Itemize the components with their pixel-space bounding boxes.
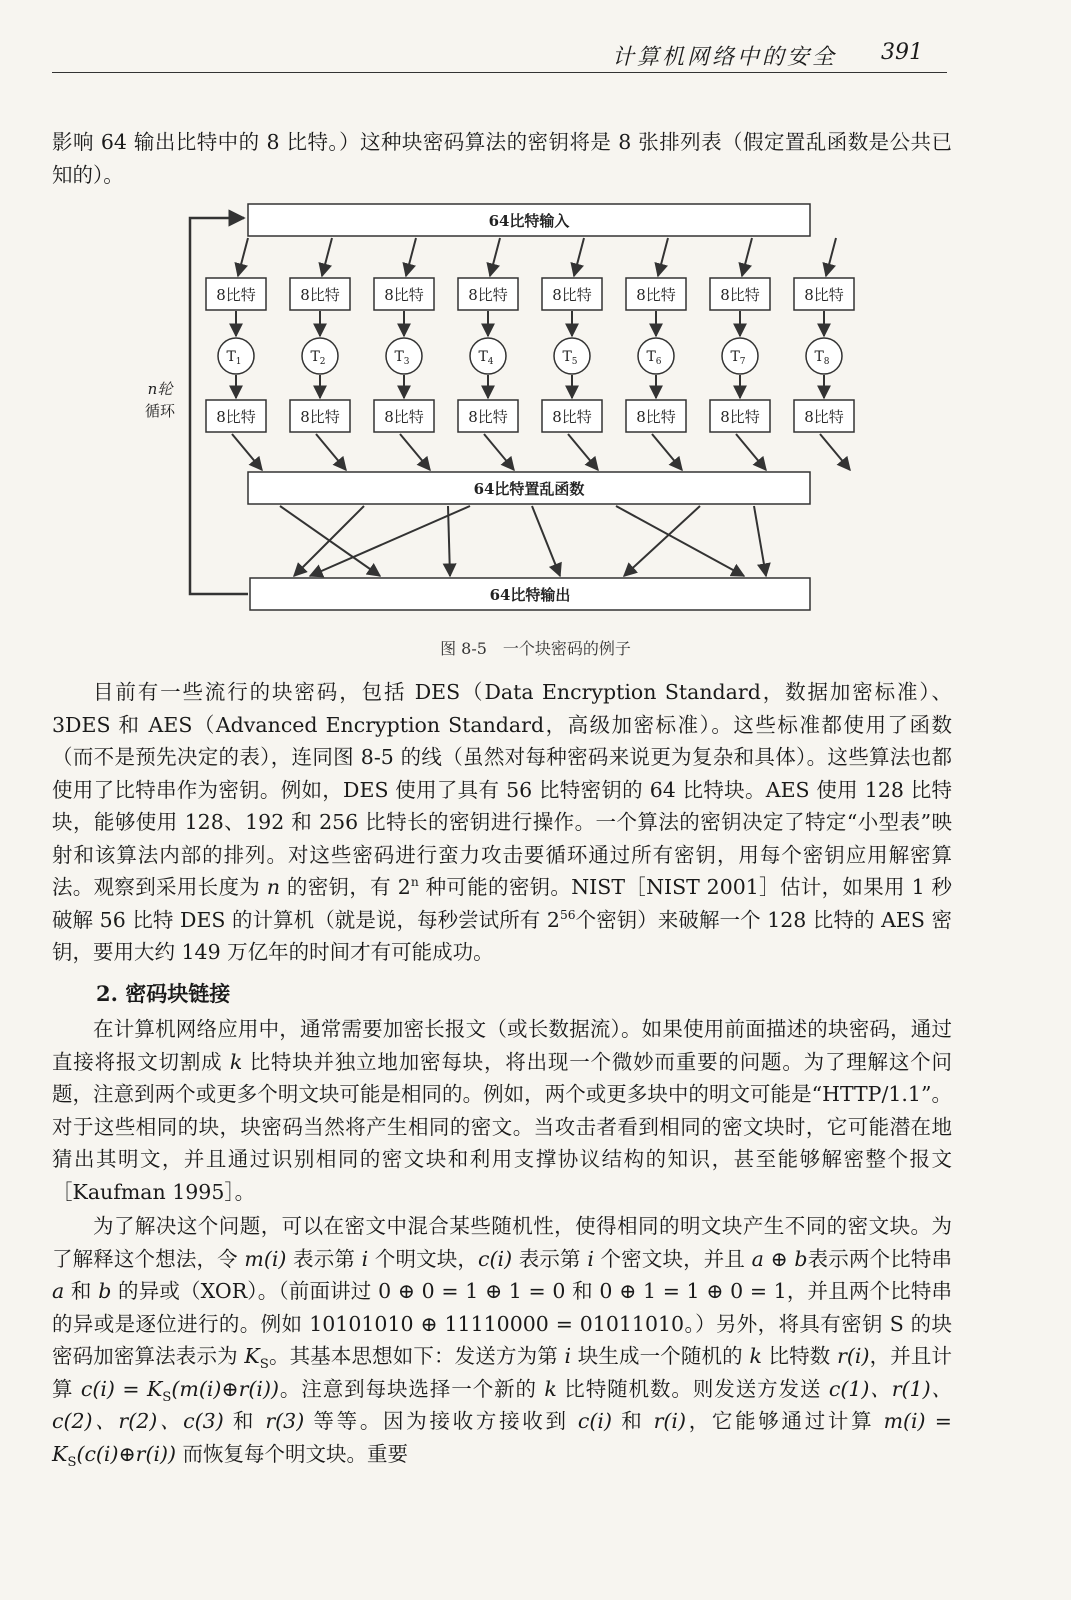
table-label-6: $T_6$ <box>646 349 662 367</box>
permute-wire-8 <box>754 506 766 576</box>
table-node-1 <box>218 338 254 374</box>
output-label: 64比特输出 <box>489 586 571 604</box>
table-node-8 <box>806 338 842 374</box>
input-arrow-8 <box>826 238 836 276</box>
permute-wire-5 <box>532 506 560 576</box>
arrow-to-scramble-3 <box>400 434 430 470</box>
loop-label-n: n轮 <box>147 380 173 398</box>
table-node-4 <box>470 338 506 374</box>
paragraph-cbc-solution: 为了解决这个问题，可以在密文中混合某些随机性，使得相同的明文块产生不同的密文块。为了解释这个想法，令 m(i) 表示第 i 个明文块，c(i) 表示第 i 个密文块，并且 a ⊕ b表示两个比特串 a 和 b 的异或（XOR）。（前面讲过 0 ⊕ 0 = 1 ⊕ 1 = 0 和 0 ⊕ 1 = 1 ⊕ 0 = 1，并且两个比特串的异或是逐位进行的。例如 10101010 ⊕ 11110000 = 01011010。）另外，将具有密钥 S 的块密码加密算法表示为 $K_S$。其基本思想如下：发送方为第 i 块生成一个随机的 k 比特数 r(i)，并且计算 $c(i) = K_S(m(i)\oplus r(i))$。注意到每块选择一个新的 k 比特随机数。则发送方发送 c(1)、r(1)、c(2)、r(2)、c(3) 和 r(3) 等等。因为接收方接收到 c(i) 和 r(i)，它能够通过计算 $m(i) = K_S(c(i)\oplus r(i))$ 而恢复每个明文块。重要 <box>52 1214 953 1470</box>
figure-block-cipher <box>0 190 1071 630</box>
permute-wire-4 <box>310 506 470 576</box>
table-label-4: $T_4$ <box>478 349 494 367</box>
scramble-label: 64比特置乱函数 <box>473 480 585 498</box>
paragraph-cbc-problem: 在计算机网络应用中，通常需要加密长报文（或长数据流）。如果使用前面描述的块密码，通过直接将报文切割成 k 比特块并独立地加密每块，将出现一个微妙而重要的问题。为了理解这个问题，注意到两个或更多个明文块可能是相同的。例如，两个或更多块中的明文可能是“HTTP/1.1”。对于这些相同的块，块密码当然将产生相同的密文。当攻击者看到相同的密文块时，它可能潜在地猜出其明文，并且通过识别相同的密文块和利用支撑协议结构的知识，甚至能够解密整个报文［Kaufman 1995］。 <box>52 1017 952 1204</box>
block-in-label-7: 8比特 <box>720 286 760 304</box>
table-label-1: $T_1$ <box>226 349 242 367</box>
input-arrow-4 <box>490 238 500 276</box>
block-in-label-3: 8比特 <box>384 286 424 304</box>
block-out-label-6: 8比特 <box>636 408 676 426</box>
arrow-to-scramble-8 <box>820 434 850 470</box>
table-label-7: $T_7$ <box>730 349 746 367</box>
arrow-to-scramble-6 <box>652 434 682 470</box>
input-arrow-3 <box>406 238 416 276</box>
arrow-to-scramble-7 <box>736 434 766 470</box>
block-out-label-8: 8比特 <box>804 408 844 426</box>
block-out-label-4: 8比特 <box>468 408 508 426</box>
input-arrow-1 <box>238 238 248 276</box>
table-label-5: $T_5$ <box>562 349 578 367</box>
figure-caption: 图 8-5 一个块密码的例子 <box>440 639 631 658</box>
block-out-label-7: 8比特 <box>720 408 760 426</box>
block-out-label-1: 8比特 <box>216 408 256 426</box>
block-out-label-2: 8比特 <box>300 408 340 426</box>
block-in-label-6: 8比特 <box>636 286 676 304</box>
page-header <box>52 38 947 73</box>
paragraph-block-ciphers: 目前有一些流行的块密码，包括 DES（Data Encryption Standard，数据加密标准）、3DES 和 AES（Advanced Encryption Standard，高级加密标准）。这些标准都使用了函数（而不是预先决定的表），连同图 8-5 的线（虽然对每种密码来说更为复杂和具体）。这些算法也都使用了比特串作为密钥。例如，DES 使用了具有 56 比特密钥的 64 比特块。AES 使用 128 比特块，能够使用 128、192 和 256 比特长的密钥进行操作。一个算法的密钥决定了特定“小型表”映射和该算法内部的排列。对这些密码进行蛮力攻击要循环通过所有密钥，用每个密钥应用解密算法。观察到采用长度为 n 的密钥，有 2$^n$ 种可能的密钥。NIST［NIST 2001］估计，如果用 1 秒破解 56 比特 DES 的计算机（就是说，每秒尝试所有 $2^{56}$个密钥）来破解一个 128 比特的 AES 密钥，要用大约 149 万亿年的时间才有可能成功。 <box>52 680 953 964</box>
block-in-label-8: 8比特 <box>804 286 844 304</box>
paragraph-top: 影响 64 输出比特中的 8 比特。）这种块密码算法的密钥将是 8 张排列表（假定置乱函数是公共已知的）。 <box>52 130 952 187</box>
input-arrow-5 <box>574 238 584 276</box>
table-node-2 <box>302 338 338 374</box>
arrow-to-scramble-5 <box>568 434 598 470</box>
section-heading-cbc: 2. 密码块链接 <box>96 981 231 1006</box>
loop-label-cycle: 循环 <box>144 402 176 420</box>
input-label: 64比特输入 <box>488 212 570 230</box>
arrow-to-scramble-2 <box>316 434 346 470</box>
block-out-label-3: 8比特 <box>384 408 424 426</box>
input-arrow-7 <box>742 238 752 276</box>
input-arrow-6 <box>658 238 668 276</box>
block-in-label-5: 8比特 <box>552 286 592 304</box>
block-in-label-2: 8比特 <box>300 286 340 304</box>
table-label-2: $T_2$ <box>310 349 326 367</box>
block-in-label-4: 8比特 <box>468 286 508 304</box>
table-node-3 <box>386 338 422 374</box>
table-label-8: $T_8$ <box>814 349 830 367</box>
block-in-label-1: 8比特 <box>216 286 256 304</box>
permute-wire-2 <box>294 506 364 576</box>
arrow-to-scramble-1 <box>232 434 262 470</box>
table-node-6 <box>638 338 674 374</box>
table-node-5 <box>554 338 590 374</box>
running-title: 计算机网络中的安全 <box>611 45 837 70</box>
arrow-to-scramble-4 <box>484 434 514 470</box>
block-out-label-5: 8比特 <box>552 408 592 426</box>
input-arrow-2 <box>322 238 332 276</box>
table-node-7 <box>722 338 758 374</box>
table-label-3: $T_3$ <box>394 349 410 367</box>
page-number: 391 <box>881 40 923 65</box>
